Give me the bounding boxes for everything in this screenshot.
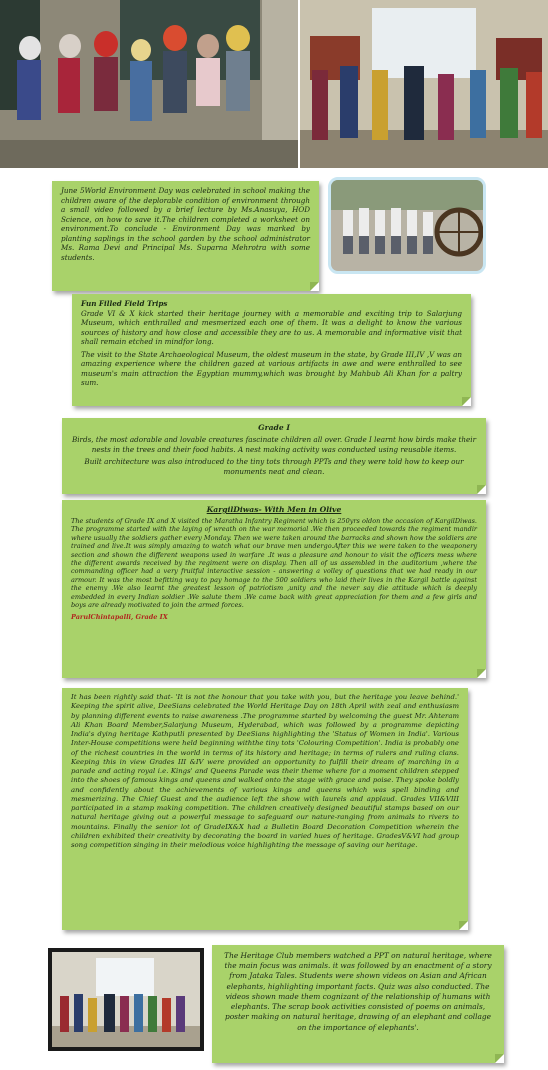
field-trips-note	[72, 294, 471, 406]
kargil-diwas-text: The students of Grade IX and X visited the Maratha Infantry Regiment which is 250yrs oldon the occasion of KargilDiwas. The programme started with the laying of wreath on the war memorial .We then proceeded towards the regiment mandir where usually the soldiers gather every Monday. Then we were taken around the barracks and shown how the soldiers are trained and live.It was simply amazing to watch what our brave men undergo.After this we were taken to the weaponery section and shown the different weapons used in warfare .It was a pleasure and honour to visit the officers mess where the different awards received by the regiment were on display. Then all of us assembled in the auditorium ,where the commanding officer had a very fruitful interactive session - answering a volley of questions that we had ready in our armour. It was the most befitting way to pay homage to the 500 soldiers who laid their lives in the Kargil battle against the enemy .We also learnt the greatest lesson of patriotism ,unity and the never say die attitude which is deeply embedded in every Indian soldier .We salute them .We came back with great appreciation for them and a few girls and boys are already motivated to join the armed forces.	[71, 516, 477, 610]
kargil-diwas-credit: ParulChintapalli, Grade IX	[71, 612, 168, 621]
children-in-costumes-stage-photo	[300, 0, 548, 168]
grade-one-title: Grade I	[258, 423, 290, 432]
students-near-cannon-photo	[328, 177, 486, 274]
world-heritage-day-text: It has been rightly said that- 'It is not the honour that you take with you, but the heritage you leave behind.' Keeping the spirit alive, DeeSians celebrated the World Heritage Day on 18th April with zeal and enthusiasm by planning different events to raise awareness .The programme started by welcoming the guest Mr. Ahteram Ali Khan Board Member,Salarjung Museum, Hyderabad, which was followed by a programme depicting India's dying heritage Kathputli presented by DeeSians highlighting the 'Status of Women in India'. Various Inter-House competitions were held beginning withthe tiny tots 'Colouring Competition'. India is probably one of the richest countries in the world in terms of its history and heritage; in terms of rulers and ruling clans. Keeping this in view Grades III &IV were provided an opportunity to fulfill their dream of marching in a parade and acting royal i.e. Kings' and Queens Parade was their theme where for a moment children stepped into the shoes of famous kings and queens and walked onto the stage with grace and poise. They spoke boldly and confidently about the achievements of various kings and queens which was spell binding and mesmerizing. The Chief Guest and the audience left the show with laurels and applaud. Grades VII&VIII participated in a stamp making competition. The children creatively designed beautiful stamps based on our natural heritage giving out a powerful message to safeguard our nature-ranging from animals to rivers to mountains. Finally the senior lot of GradeIX&X had a Bulletin Board Decoration Competition wherein the children exhibited their creativity by decorating the board in varied hues of heritage. GradesV&VI had group song competition singing in their melodious voice highlighting the message of saving our heritage.	[71, 693, 459, 849]
kargil-diwas-title: KargilDiwas- With Men in Olive	[206, 505, 342, 514]
children-with-masks-photo	[0, 0, 298, 168]
children-performance-photo	[48, 948, 204, 1051]
field-trips-paragraph-1: Grade VI & X kick started their heritage journey with a memorable and exciting trip to Salarjung Museum, which enthralled and mesmerized each one of them. It was a delight to know the various sources of history and how close and accessible they are to us. A memorable and informative visit that shall remain etched in mindfor long.	[81, 308, 462, 346]
grade-one-paragraph-1: Birds, the most adorable and lovable creatures fascinate children all over. Grade I learnt how birds make their nests in the trees and their food habits. A nest making activity was conducted using reusable items.	[71, 435, 477, 454]
grade-one-paragraph-2: Built architecture was also introduced to the tiny tots through PPTs and they were told how to keep our monuments neat and clean.	[84, 457, 464, 476]
environment-day-note	[52, 181, 319, 291]
world-heritage-day-note	[62, 688, 468, 930]
grade-one-note	[62, 418, 486, 494]
field-trips-title: Fun Filled Field Trips	[81, 299, 168, 308]
heritage-club-note	[212, 945, 504, 1063]
environment-day-text: June 5World Environment Day was celebrated in school making the children aware of the deplorable condition of environment through a small video followed by a brief lecture by Ms.Anasuya, HOD Science, on how to save it.The children completed a worksheet on environment.To conclude - Environment Day was marked by planting saplings in the school garden by the school administrator Ms. Rama Devi and Principal Ms. Suparna Mehrotra with some students.	[61, 186, 310, 262]
field-trips-paragraph-2: The visit to the State Archaeological Museum, the oldest museum in the state, by Grade III,IV ,V was an amazing experience where the children gazed at various artifacts in awe and were enthralled to see museum's main attraction the Egyptian mummy,which was brought by Mahbub Ali Khan for a paltry sum.	[81, 349, 462, 387]
heritage-club-text: The Heritage Club members watched a PPT on natural heritage, where the main focus was animals. it was followed by an enactment of a story from Jataka Tales. Students were shown videos on Asian and African elephants, highlighting important facts. Quiz was also conducted. The videos shown made them cognizant of the relationship of humans with elephants. The scrap book activities consisted of poems on animals, poster making on natural heritage, drawing of an elephant and collage on the importance of elephants'.	[224, 951, 492, 1032]
kargil-diwas-note	[62, 500, 486, 678]
